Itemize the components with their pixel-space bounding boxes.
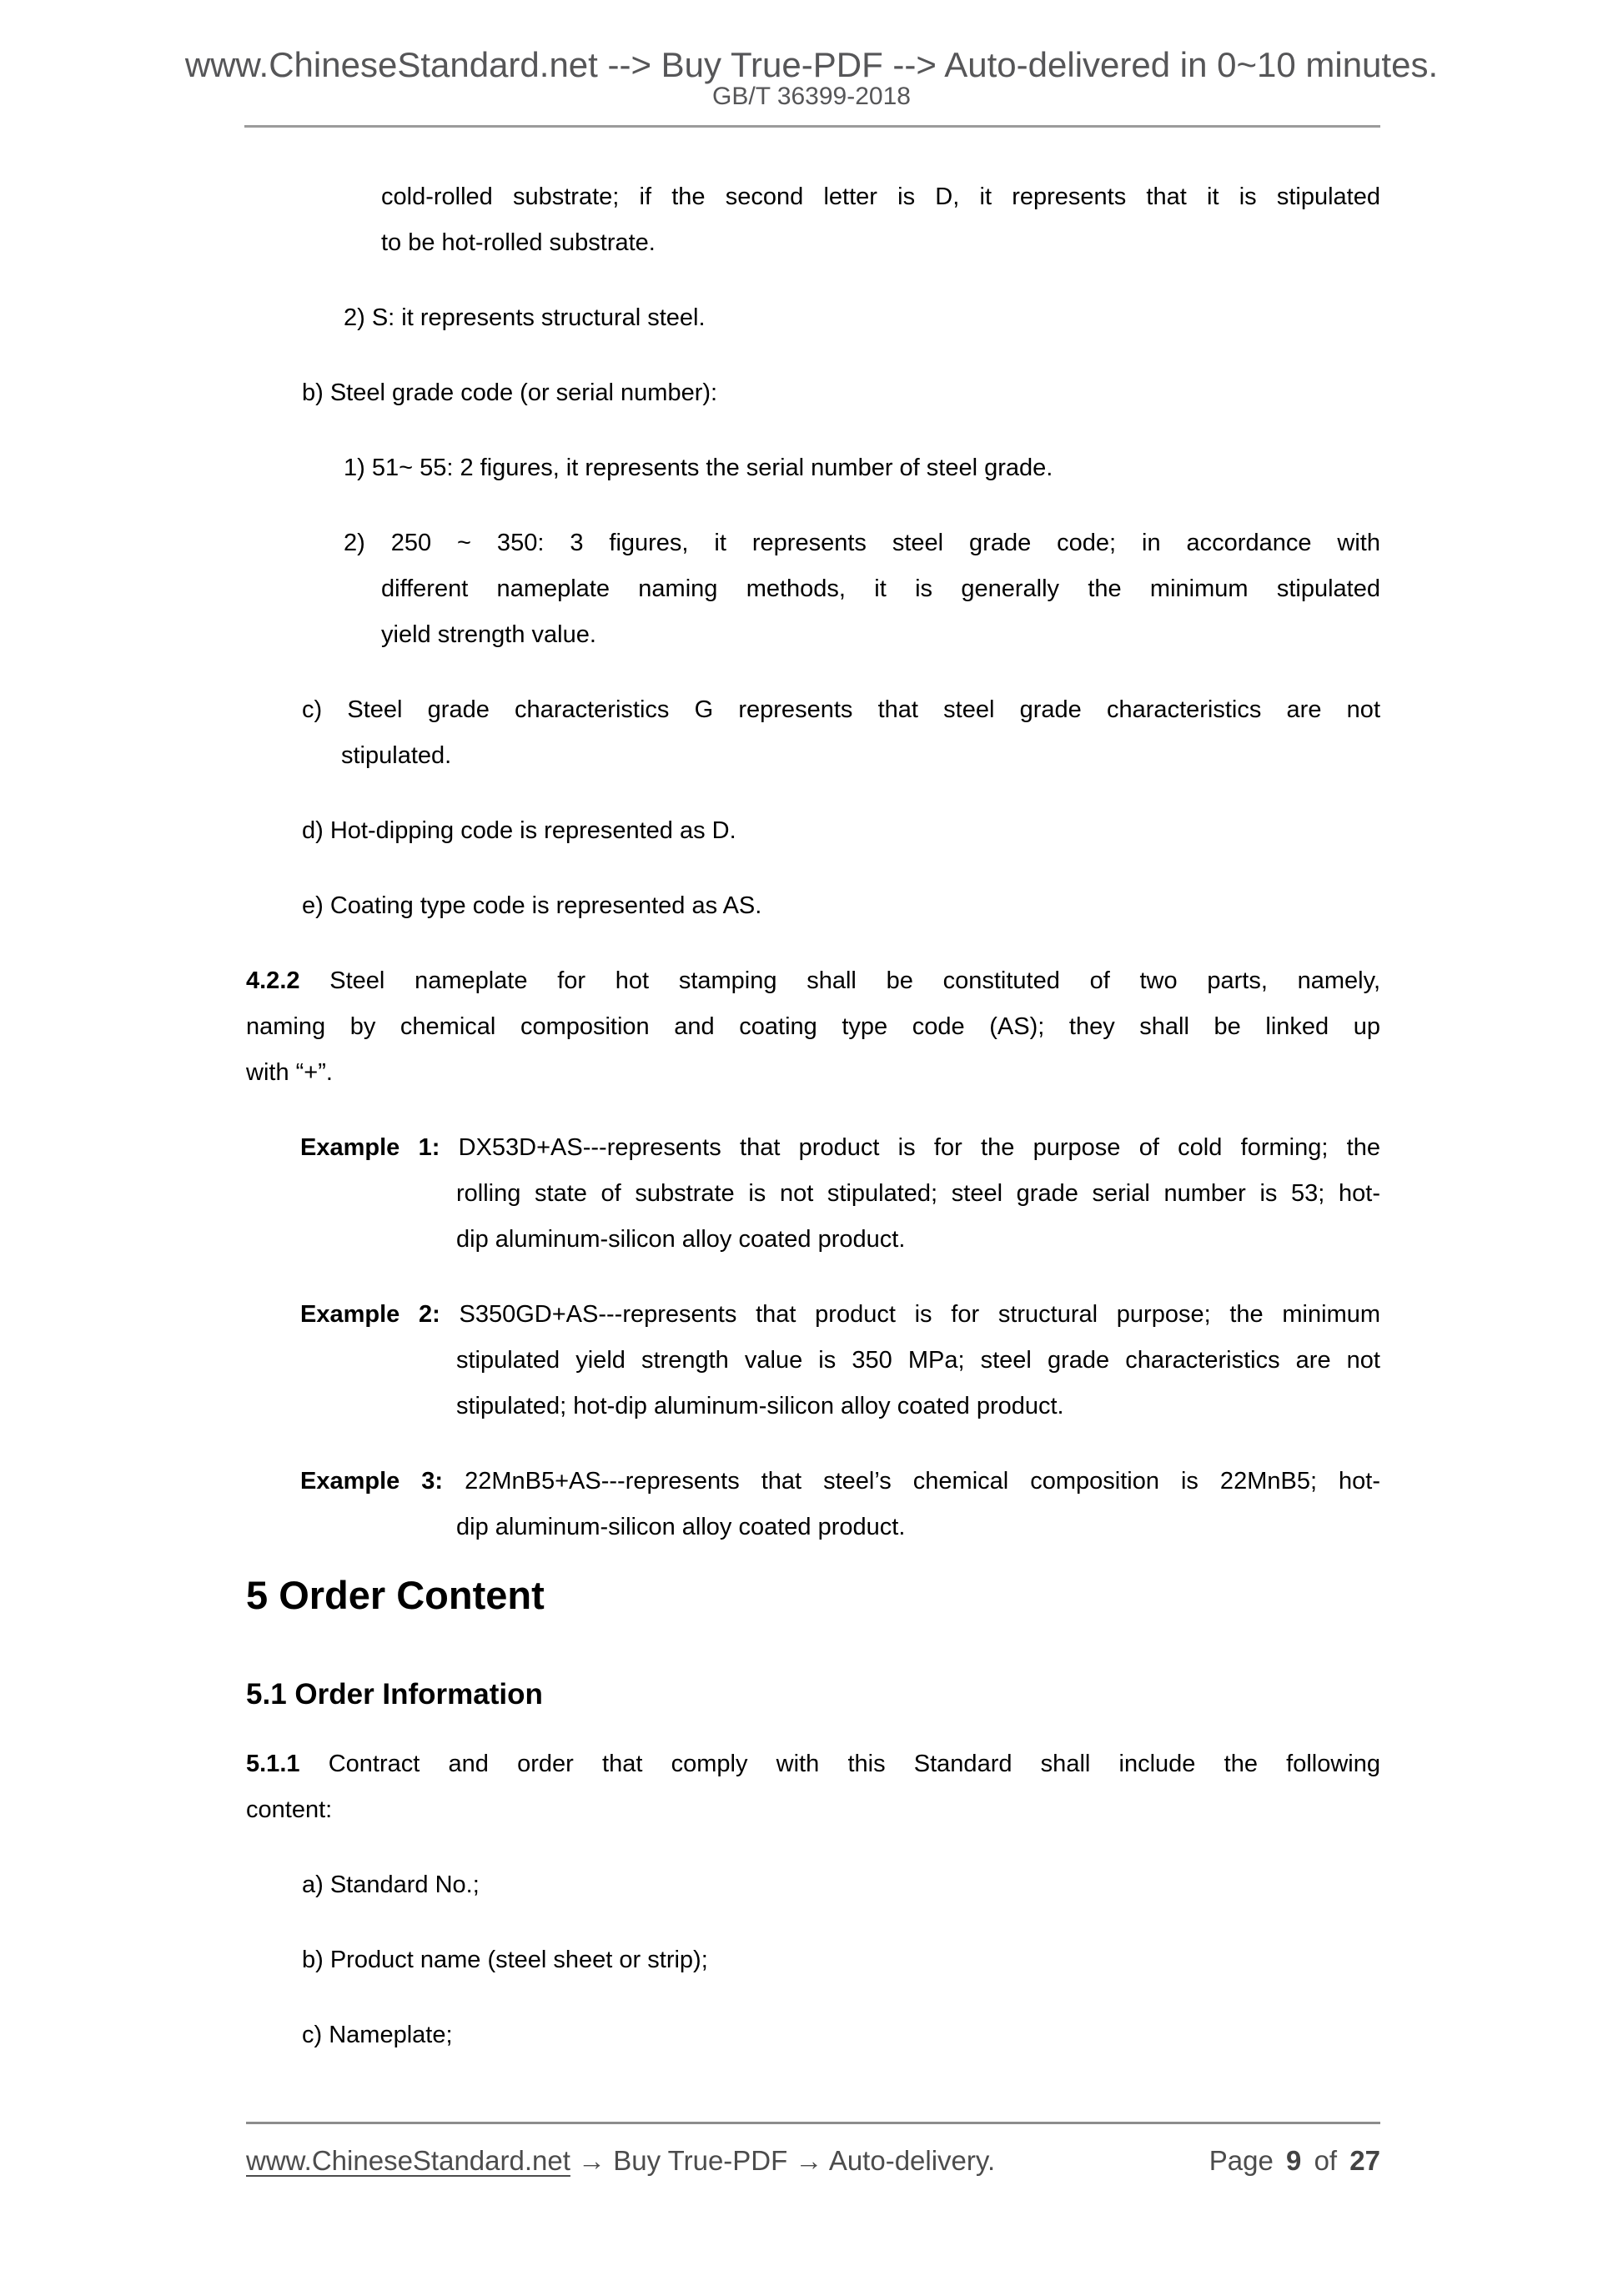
bold-label: 4.2.2: [246, 967, 330, 994]
text-line: a) Standard No.;: [302, 1871, 480, 1898]
header-rule: [244, 125, 1380, 128]
bold-label: 5.1.1: [246, 1751, 329, 1777]
list-item: [344, 520, 1380, 658]
example-paragraph: [300, 1292, 1381, 1429]
example-paragraph: [300, 1125, 1380, 1263]
text-line: b) Product name (steel sheet or strip);: [302, 1947, 708, 1973]
list-item: [302, 808, 1380, 854]
bold-label: Example 3:: [300, 1468, 465, 1495]
text-line: d) Hot-dipping code is represented as D.: [302, 817, 736, 844]
paragraph: [246, 958, 1380, 1096]
text-line: 5.1.1 Contract and order that comply with this Standard shall include the following: [246, 1751, 1381, 1777]
of-label: of: [1314, 2145, 1338, 2176]
page-footer: [246, 2122, 1380, 2178]
page-indicator: [1209, 2144, 1380, 2178]
text-line: c) Nameplate;: [302, 2022, 453, 2048]
text-line: Example 2: S350GD+AS---represents that product is for structural purpose; the minimum: [300, 1301, 1381, 1328]
footer-row: [246, 2144, 1380, 2178]
list-item: [302, 687, 1380, 779]
text-line: stipulated yield strength value is 350 MPa; steel grade characteristics are not: [456, 1347, 1380, 1374]
text-line: stipulated; hot-dip aluminum-silicon alloy coated product.: [456, 1393, 1064, 1419]
footer-rule: [246, 2122, 1380, 2124]
text-line: Example 1: DX53D+AS---represents that product is for the purpose of cold forming; the: [300, 1134, 1380, 1161]
header-banner: www.ChineseStandard.net --> Buy True-PDF --> Auto-delivered in 0~10 minutes.: [184, 45, 1439, 84]
page-label: Page: [1208, 2145, 1274, 2176]
text-line: with “+”.: [246, 1059, 333, 1086]
bold-label: Example 2:: [300, 1301, 460, 1328]
paragraph: [381, 174, 1380, 266]
text-line: stipulated.: [341, 742, 452, 769]
text-line: Example 3: 22MnB5+AS---represents that steel’s chemical composition is 22MnB5; hot-: [300, 1468, 1380, 1495]
text-line: 1) 51~ 55: 2 figures, it represents the serial number of steel grade.: [344, 455, 1053, 481]
total-pages: 27: [1349, 2145, 1380, 2176]
example-paragraph: [300, 1459, 1380, 1550]
text-line: dip aluminum-silicon alloy coated product.: [456, 1226, 906, 1253]
text-line: 4.2.2 Steel nameplate for hot stamping shall be constituted of two parts, namely,: [246, 967, 1380, 994]
text-line: rolling state of substrate is not stipulated; steel grade serial number is 53; hot-: [456, 1180, 1380, 1207]
text-line: to be hot-rolled substrate.: [381, 229, 656, 256]
text-line: b) Steel grade code (or serial number):: [302, 379, 718, 406]
text-line: e) Coating type code is represented as AS.: [302, 892, 762, 919]
list-item: [302, 2012, 1380, 2058]
doc-number: GB/T 36399-2018: [712, 83, 911, 110]
list-item: [302, 1862, 1380, 1908]
list-item: [302, 883, 1380, 929]
text-line: 2) S: it represents structural steel.: [344, 304, 706, 331]
text-line: naming by chemical composition and coating type code (AS); they shall be linked up: [246, 1013, 1380, 1040]
text-line: 2) 250 ~ 350: 3 figures, it represents steel grade code; in accordance with: [344, 530, 1380, 556]
text-line: cold-rolled substrate; if the second letter is D, it represents that it is stipulated: [381, 183, 1380, 210]
footer-tagline: [246, 2144, 995, 2178]
list-item: [302, 370, 1380, 416]
text-line: content:: [246, 1796, 333, 1823]
text-line: different nameplate naming methods, it is generally the minimum stipulated: [381, 575, 1380, 602]
list-item: [302, 1937, 1380, 1983]
document-body: [246, 174, 1380, 2058]
list-item: [344, 295, 1380, 341]
bold-label: Example 1:: [300, 1134, 459, 1161]
footer-site-link[interactable]: www.ChineseStandard.net: [246, 2145, 570, 2176]
paragraph: [246, 1741, 1380, 1833]
footer-tagline-text: → Buy True-PDF → Auto-delivery.: [570, 2145, 996, 2176]
text-line: c) Steel grade characteristics G represents that steel grade characteristics are not: [302, 696, 1380, 723]
section-heading: 5 Order Content: [246, 1573, 545, 1617]
list-item: [344, 445, 1380, 491]
text-line: yield strength value.: [381, 621, 596, 648]
text-line: dip aluminum-silicon alloy coated product.: [456, 1514, 906, 1540]
page-header: [0, 0, 1623, 128]
current-page: 9: [1286, 2145, 1302, 2176]
section-heading: 5.1 Order Information: [246, 1678, 543, 1711]
